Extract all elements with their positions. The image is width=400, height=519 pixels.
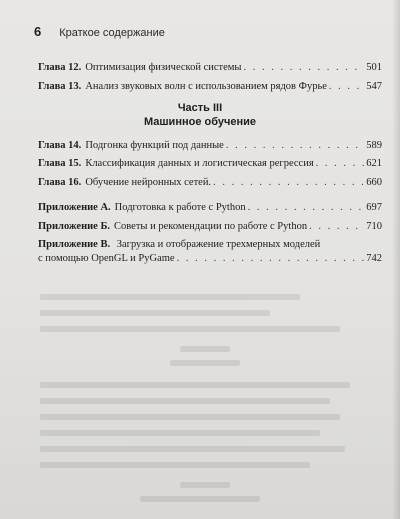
toc-entry (38, 176, 382, 189)
entry-title: Подгонка функций под данные (85, 140, 224, 151)
page-edge-shadow (392, 0, 400, 519)
entry-title: Классификация данных и логистическая регрессия (85, 158, 314, 169)
entry-label: Приложение А. (38, 202, 111, 213)
entry-label: Глава 12. (38, 62, 82, 73)
page-header (34, 24, 165, 39)
dot-leader (309, 220, 364, 233)
entry-title-line2: с помощью OpenGL и PyGame (38, 253, 175, 264)
entry-title: Советы и рекомендации по работе с Python (114, 221, 308, 232)
toc-entry-multiline (38, 238, 382, 251)
entry-page: 501 (366, 62, 382, 73)
entry-page: 589 (366, 140, 382, 151)
toc-entry (38, 220, 382, 233)
toc-entry-continuation (38, 252, 382, 265)
entry-page: 547 (366, 81, 382, 92)
entry-page: 660 (366, 177, 382, 188)
dot-leader (329, 80, 364, 93)
toc-entry (38, 80, 382, 93)
entry-page: 710 (366, 221, 382, 232)
entry-label: Глава 13. (38, 81, 82, 92)
toc-entry (38, 201, 382, 214)
entry-label: Глава 16. (38, 177, 82, 188)
running-title: Краткое содержание (59, 27, 165, 39)
dot-leader (177, 252, 365, 265)
entry-title-line1: Загрузка и отображение трехмерных моделей (116, 239, 321, 250)
toc-entry (38, 61, 382, 74)
entry-title: Подготовка к работе с Python (114, 202, 246, 213)
toc-entry (38, 157, 382, 170)
dot-leader (248, 201, 365, 214)
entry-title: Оптимизация физической системы (85, 62, 242, 73)
dot-leader (213, 176, 364, 189)
entry-title: Обучение нейронных сетей. (85, 177, 212, 188)
entry-page: 742 (366, 253, 382, 264)
entry-label: Глава 14. (38, 140, 82, 151)
dot-leader (226, 139, 364, 152)
entry-label: Приложение В. (38, 239, 111, 250)
show-through (0, 290, 400, 519)
part-number: Часть III (177, 102, 223, 114)
page-number: 6 (34, 24, 42, 39)
entry-page: 697 (366, 202, 382, 213)
toc-entry (38, 139, 382, 152)
part-title: Машинное обучение (143, 116, 257, 128)
dot-leader (244, 61, 365, 74)
entry-title: Анализ звуковых волн с использованием рядов Фурье (85, 81, 327, 92)
entry-label: Глава 15. (38, 158, 82, 169)
entry-page: 621 (366, 158, 382, 169)
dot-leader (316, 157, 365, 170)
entry-label: Приложение Б. (38, 221, 111, 232)
